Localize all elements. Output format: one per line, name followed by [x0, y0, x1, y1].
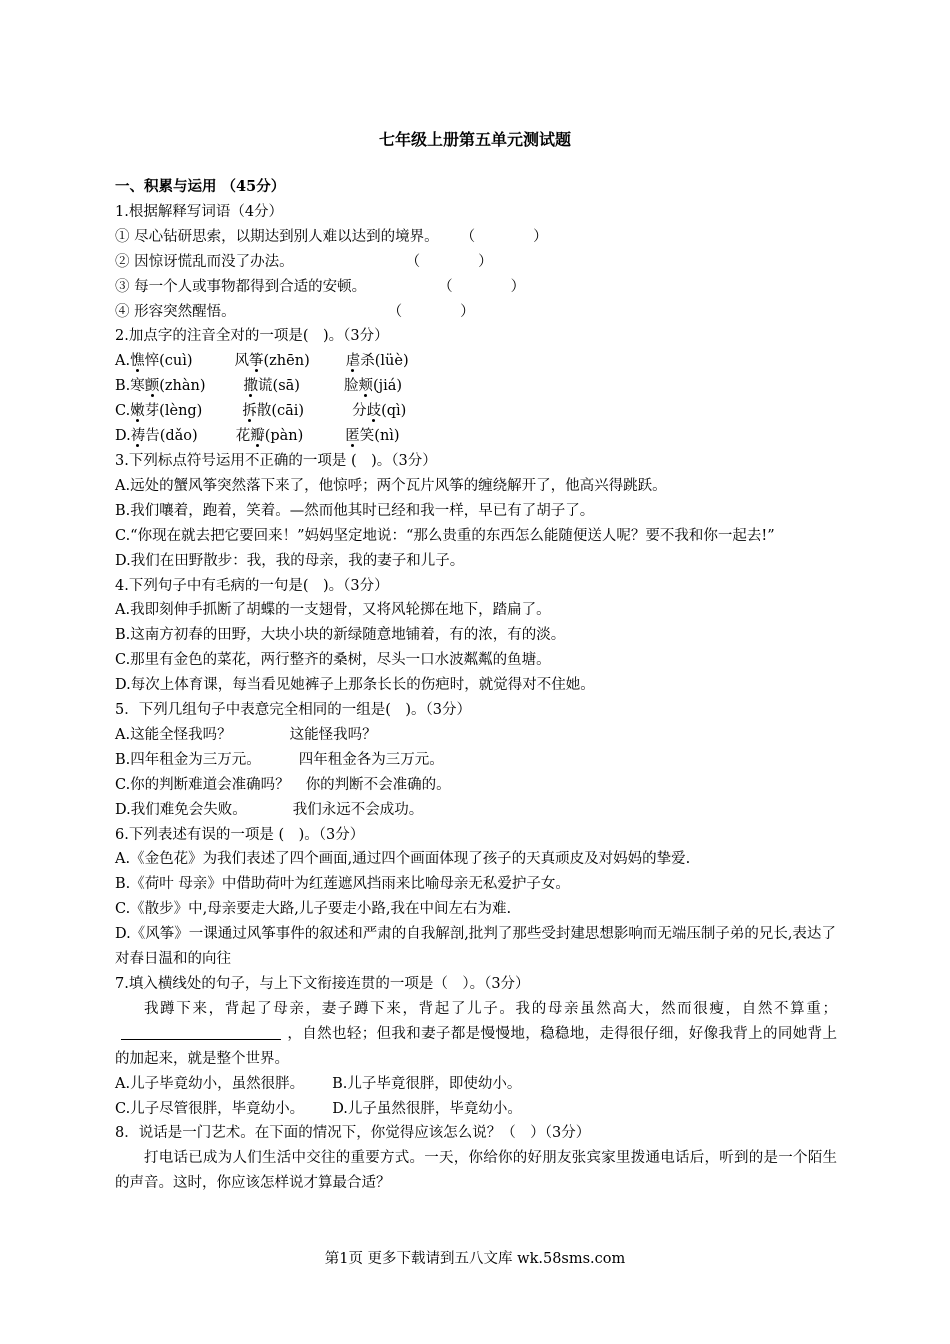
answer-paren: （ ） [460, 228, 548, 245]
section-heading: 一、积累与运用 （45分） [115, 178, 286, 195]
passage-text: 我蹲下来，背起了母亲，妻子蹲下来，背起了儿子。我的母亲虽然高大，然而很瘦，自然不算重； [144, 1000, 837, 1017]
question-1-item [115, 250, 837, 275]
option-left: C.你的判断难道会准确吗？ [115, 776, 290, 793]
question-7-stem: 7.填入横线处的句子，与上下文衔接连贯的一项是（ ）。（3分） [115, 976, 530, 992]
option-label: A. [115, 353, 131, 370]
answer-paren: （ ） [387, 303, 475, 320]
question-8-stem: 8．说话是一门艺术。在下面的情况下，你觉得应该怎么说？（ ）（3分） [115, 1125, 591, 1142]
question-4-option-b: B.这南方初春的田野，大块小块的新绿随意地铺着，有的浓，有的淡。 [115, 627, 566, 644]
option-right: 四年租金各为三万元。 [298, 751, 444, 768]
option-left: A.儿子毕竟幼小，虽然很胖。 [115, 1075, 305, 1092]
item-text: ② 因惊讶慌乱而没了办法。 [115, 253, 294, 270]
question-5-option [115, 773, 837, 798]
option-right: 你的判断不会准确的。 [305, 776, 451, 793]
fill-blank-line[interactable] [121, 1025, 281, 1040]
option-right: 这能怪我吗？ [289, 726, 377, 743]
question-5-option [115, 723, 837, 748]
question-2-stem: 2.加点字的注音全对的一项是( )。（3分） [115, 328, 389, 345]
question-4-option-c: C.那里有金色的菜花，两行整齐的桑树，尽头一口水波粼粼的鱼塘。 [115, 652, 551, 669]
question-3-option-c: C.“你现在就去把它要回来！”妈妈坚定地说：“那么贵重的东西怎么能随便送人呢？要不我和你一起去!” [115, 527, 775, 544]
question-2-option [115, 349, 837, 374]
dotted-char: 嫩 [130, 403, 145, 420]
dotted-char: 筝 [249, 353, 264, 370]
page-footer: 第1页 更多下载请到五八文库 wk.58sms.com [324, 1251, 626, 1267]
question-1-item [115, 275, 837, 300]
question-2-option [115, 374, 837, 399]
question-4-option-d: D.每次上体育课，每当看见她裤子上那条长长的伤疤时，就觉得对不住她。 [115, 677, 595, 694]
question-7-passage [115, 997, 837, 1072]
answer-paren: （ ） [405, 253, 493, 270]
option-text: 散(cāi) [256, 403, 305, 420]
option-label: C. [115, 403, 131, 420]
option-label: B.寒 [115, 378, 145, 395]
question-7-option [115, 1072, 837, 1097]
item-text: ③ 每一个人或事物都得到合适的安顿。 [115, 278, 367, 295]
option-text: (zhàn) [159, 378, 206, 395]
option-text: 笑(nì) [359, 428, 400, 445]
option-right: B.儿子毕竟很胖，即使幼小。 [332, 1075, 522, 1092]
question-3-option-b: B.我们嚷着，跑着，笑着。—然而他其时已经和我一样，早已有了胡子了。 [115, 502, 595, 519]
item-text: ④ 形容突然醒悟。 [115, 303, 236, 320]
option-text: 脸 [343, 378, 359, 395]
question-3-option-d: D.我们在田野散步：我，我的母亲，我的妻子和儿子。 [115, 552, 465, 569]
option-text: 谎(sā) [258, 378, 300, 395]
option-right: D.儿子虽然很胖，毕竟幼小。 [332, 1100, 522, 1117]
question-6-option-b: B.《荷叶 母亲》中借助荷叶为红莲遮风挡雨来比喻母亲无私爱护子女。 [115, 876, 570, 893]
exam-content [115, 175, 837, 1196]
option-text: (jiá) [372, 378, 403, 395]
dotted-char: 歧 [366, 403, 382, 420]
option-text: 杀(lüè) [360, 353, 409, 370]
question-4-option-a: A.我即刻伸手抓断了胡蝶的一支翅骨，又将风轮掷在地下，踏扁了。 [115, 602, 551, 619]
passage-text: ，自然也轻；但我和妻子都是慢慢地，稳稳地，走得很仔细，好像我背上的同她背上的加起来，就是整个世界。 [115, 1025, 837, 1067]
dotted-char: 颊 [358, 378, 373, 395]
question-3-option-a: A.远处的蟹风筝突然落下来了，他惊呼；两个瓦片风筝的缠绕解开了，他高兴得跳跃。 [115, 477, 667, 494]
question-5-option [115, 798, 837, 823]
question-2-option [115, 424, 837, 449]
question-5-option [115, 748, 837, 773]
option-text: 芽(lèng) [144, 403, 203, 420]
question-6-option-c: C.《散步》中,母亲要走大路,儿子要走小路,我在中间左右为难. [115, 901, 512, 918]
question-6-stem: 6.下列表述有误的一项是 ( )。（3分） [115, 826, 365, 843]
option-right: 我们永远不会成功。 [292, 801, 424, 818]
question-6-option-d: D.《风筝》一课通过风筝事件的叙述和严肃的自我解剖,批判了那些受封建思想影响而无端压制子弟的兄长,表达了对春日温和的向往 [115, 926, 836, 968]
dotted-char: 虐 [345, 353, 361, 370]
dotted-char: 瓣 [250, 428, 265, 445]
answer-paren: （ ） [438, 278, 526, 295]
dotted-char: 拆 [242, 403, 257, 420]
question-1-stem: 1.根据解释写词语（4分） [115, 203, 284, 220]
option-text: 悴(cuì) [144, 353, 193, 370]
question-5-stem: 5．下列几组句子中表意完全相同的一组是( )。（3分） [115, 702, 472, 719]
question-6-option-a: A.《金色花》为我们表述了四个画面,通过四个画面体现了孩子的天真顽皮及对妈妈的挚爱. [115, 851, 691, 868]
option-left: A.这能全怪我吗？ [115, 726, 232, 743]
dotted-char: 憔 [130, 353, 145, 370]
option-text: 分 [352, 403, 367, 420]
option-text: 花 [235, 428, 251, 445]
item-text: ① 尽心钻研思索，以期达到别人难以达到的境界。 [115, 228, 439, 245]
option-text: 风 [234, 353, 250, 370]
question-8-passage: 打电话已成为人们生活中交往的重要方式。一天，你给你的好朋友张宾家里拨通电话后，听到的是一个陌生的声音。这时，你应该怎样说才算最合适？ [115, 1150, 837, 1192]
dotted-char: 颤 [144, 378, 160, 395]
question-4-stem: 4.下列句子中有毛病的一句是( )。（3分） [115, 577, 389, 594]
option-text: 告(dǎo) [145, 428, 198, 445]
option-label: D. [115, 428, 131, 445]
question-3-stem: 3.下列标点符号运用不正确的一项是 ( )。（3分） [115, 452, 437, 469]
question-1-item [115, 225, 837, 250]
dotted-char: 撒 [243, 378, 259, 395]
question-7-option [115, 1097, 837, 1122]
option-left: C.儿子尽管很胖，毕竟幼小。 [115, 1100, 305, 1117]
question-2-option [115, 399, 837, 424]
dotted-char: 匿 [345, 428, 360, 445]
option-left: D.我们难免会失败。 [115, 801, 247, 818]
dotted-char: 祷 [130, 428, 146, 445]
question-1-item [115, 300, 837, 325]
option-text: (zhēn) [263, 353, 310, 370]
option-text: (qì) [381, 403, 407, 420]
option-left: B.四年租金为三万元。 [115, 751, 261, 768]
option-text: (pàn) [264, 428, 304, 445]
page-title: 七年级上册第五单元测试题 [378, 130, 571, 149]
